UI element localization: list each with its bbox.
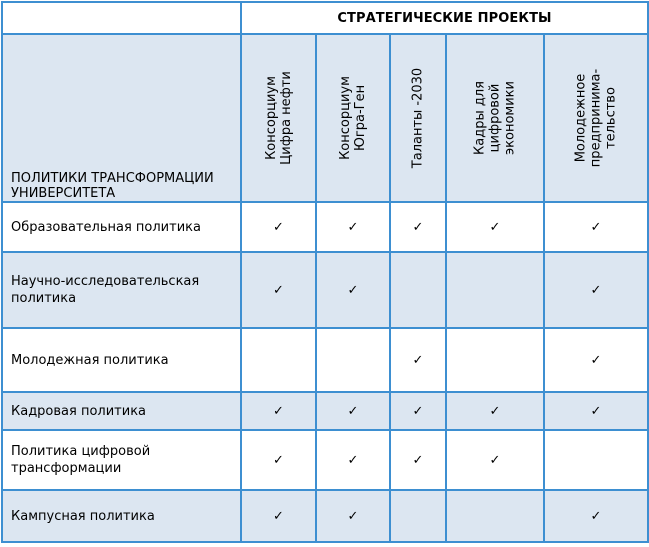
strategic-projects-table [1,1,649,543]
table-row [2,392,648,430]
check-mark: ✓ [390,202,446,252]
title-row [2,2,648,34]
policy-name: Образовательная политика [2,202,241,252]
policy-name: Кампусная политика [2,490,241,542]
project-name: Молодежное предпринима- тельство [573,68,619,168]
policy-name: Молодежная политика [2,328,241,392]
check-mark: ✓ [446,202,544,252]
check-mark: ✓ [544,328,648,392]
check-mark: ✓ [390,430,446,490]
check-mark: ✓ [446,430,544,490]
corner-label: ПОЛИТИКИ ТРАНСФОРМАЦИИ УНИВЕРСИТЕТА [11,171,214,201]
check-mark [390,252,446,328]
check-mark: ✓ [241,202,316,252]
check-mark [446,328,544,392]
check-mark [446,490,544,542]
check-mark [241,328,316,392]
check-mark: ✓ [241,252,316,328]
top-left-empty-cell [2,2,241,34]
check-mark: ✓ [241,392,316,430]
corner-label-cell [2,34,241,202]
table-row [2,430,648,490]
project-header-cell [316,34,390,202]
check-mark: ✓ [544,392,648,430]
project-header-cell [241,34,316,202]
policy-name: Научно-исследовательская политика [2,252,241,328]
check-mark: ✓ [544,490,648,542]
check-mark: ✓ [316,252,390,328]
check-mark [446,252,544,328]
check-mark: ✓ [316,430,390,490]
check-mark: ✓ [241,490,316,542]
table-row [2,252,648,328]
check-mark: ✓ [446,392,544,430]
table-row [2,202,648,252]
check-mark: ✓ [316,490,390,542]
project-name: Кадры для цифровой экономики [472,81,518,155]
table-row [2,490,648,542]
check-mark: ✓ [316,202,390,252]
check-mark [316,328,390,392]
policy-name: Политика цифровой трансформации [2,430,241,490]
project-name: Таланты -2030 [410,67,426,169]
table-title: СТРАТЕГИЧЕСКИЕ ПРОЕКТЫ [241,2,648,34]
check-mark: ✓ [390,392,446,430]
check-mark: ✓ [241,430,316,490]
check-mark [544,430,648,490]
check-mark: ✓ [316,392,390,430]
check-mark [390,490,446,542]
policy-name: Кадровая политика [2,392,241,430]
project-name: Консорциум Югра-Ген [338,76,368,160]
table-row [2,328,648,392]
project-name: Консорциум Цифра нефти [263,71,294,165]
check-mark: ✓ [544,252,648,328]
project-header-cell [446,34,544,202]
project-header-row [2,34,648,202]
check-mark: ✓ [544,202,648,252]
check-mark: ✓ [390,328,446,392]
project-header-cell [544,34,648,202]
project-header-cell [390,34,446,202]
